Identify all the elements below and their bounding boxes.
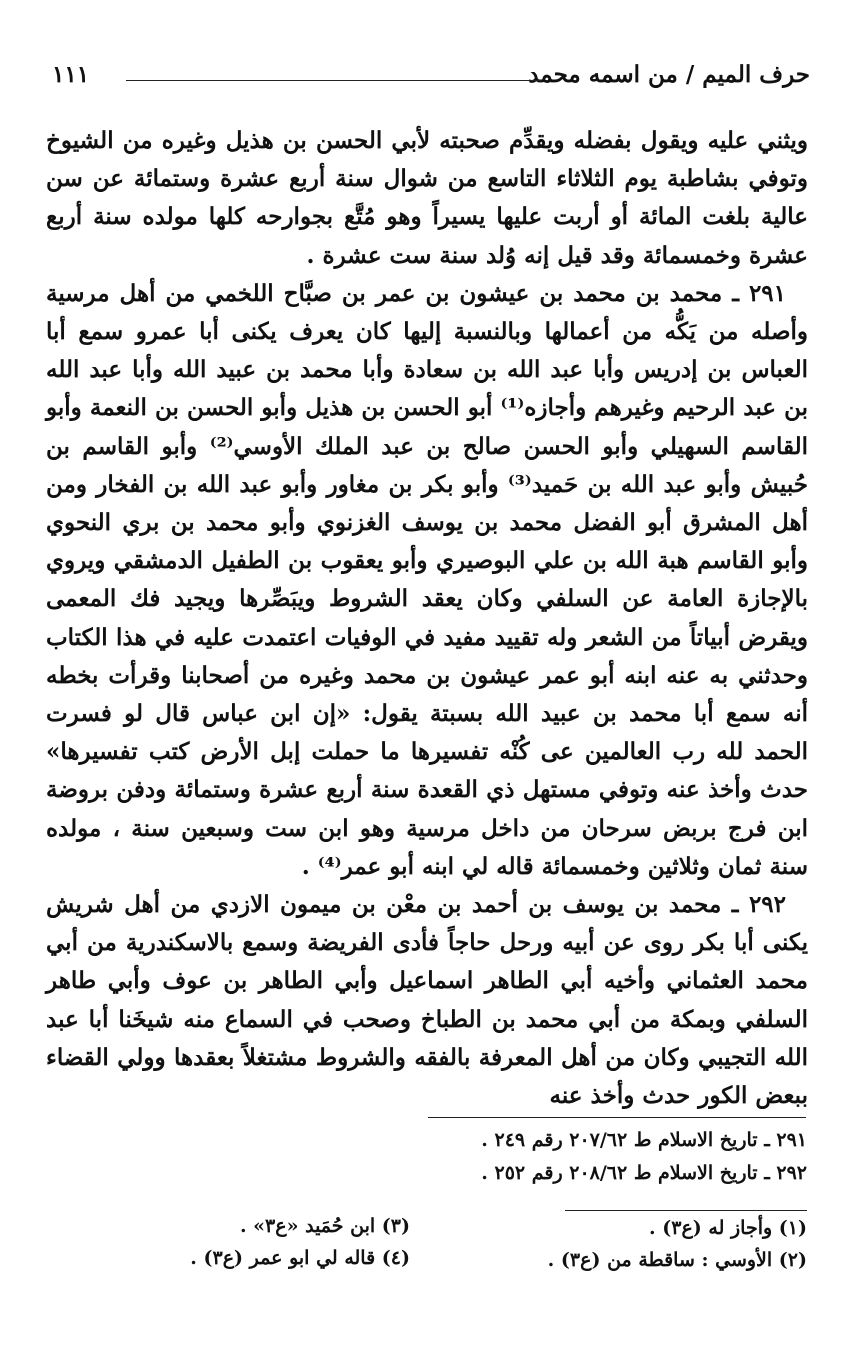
entry-291: ٢٩١ ـ محمد بن محمد بن عيشون بن عمر بن صبَّاح اللخمي من أهل مرسية وأصله من يَكُّه من أعمالها وبالنسبة إليها كان يعرف يكنى أبا عمرو سمع أبا العباس بن إدريس وأبا عبد الله بن سعادة وأبا محمد بن عبيد الله وأبا عبد الله بن عبد الرحيم وغيرهم وأجازه⁽¹⁾ أبو الحسن بن هذيل وأبو الحسن بن النعمة وأبو القاسم السهيلي وأبو الحسن صالح بن عبد الملك الأوسي⁽²⁾ وأبو القاسم بن حُبيش وأبو عبد الله بن حَميد⁽³⁾ وأبو بكر بن مغاور وأبو عبد الله بن الفخار ومن أهل المشرق أبو الفضل محمد بن يوسف الغزنوي وأبو محمد بن بري النحوي وأبو القاسم هبة الله بن علي البوصيري وأبو يعقوب بن الطفيل الدمشقي ويروي بالإجازة العامة عن السلفي وكان يعقد الشروط ويبَصِّرها ويجيد فك المعمى ويقرض أبياتاً من الشعر وله تقييد مفيد في الوفيات اعتمدت عليه في هذا الكتاب وحدثني به عنه ابنه أبو عمر عيشون بن محمد وغيره من أصحابنا وقرأت بخطه أنه سمع أبا محمد بن عبيد الله بسبتة يقول: «إن ابن عباس قال لو فسرت الحمد لله رب العالمين عى كُنْه تفسيرها ما حملت إبل الأرض كتب تفسيرها» حدث وأخذ عنه وتوفي مستهل ذي القعدة سنة أربع عشرة وستمائة ودفن بروضة ابن فرج بربض سرحان من داخل مرسية وهو ابن ست وسبعين سنة ، مولده سنة ثمان وثلاثين وخمسمائة قاله لي ابنه أبو عمر⁽⁴⁾ . (46, 279, 809, 880)
paragraph-continuation: ويثني عليه ويقول بفضله ويقدِّم صحبته لأبي الحسن بن هذيل وغيره من الشيوخ وتوفي بشاطبة يوم الثلاثاء التاسع من شوال سنة أربع عشرة وستمائة عن سن عالية بلغت المائة أو أربت عليها يسيراً وهو مُتَّع بجوارحه كلها مولده سنة أربع عشرة وخمسمائة وقد قيل إنه وُلد سنة ست عشرة . (46, 127, 808, 269)
footnotes-column-left (170, 1210, 410, 1274)
source-notes (387, 1124, 807, 1190)
footnotes-column-right (507, 1212, 807, 1276)
page-header (40, 58, 810, 94)
main-text (46, 122, 808, 1115)
source-note-291: ٢٩١ ـ تاريخ الاسلام ط ٢٠٧/٦٢ رقم ٢٤٩ . (481, 1129, 807, 1151)
footnote-2: (٢) الأوسي : ساقطة من (ع٣) . (547, 1249, 807, 1271)
footnote-short-divider (565, 1210, 807, 1211)
entry-292: ٢٩٢ ـ محمد بن يوسف بن أحمد بن معْن بن ميمون الازدي من أهل شريش يكنى أبا بكر روى عن أبيه ورحل حاجاً فأدى الفريضة وسمع بالاسكندرية من أبي محمد العثماني وأخيه أبي الطاهر اسماعيل وأبي الطاهر بن عوف وأبي طاهر السلفي وبمكة من أبي محمد بن الطباخ وصحب في السماع منه شيخَنا أبا عبد الله التجيبي وكان من أهل المعرفة بالفقه والشروط مشتغلاً بعقدها وولي القضاء ببعض الكور حدث وأخذ عنه (46, 891, 808, 1110)
footnote-divider (428, 1117, 806, 1118)
running-head: حرف الميم / من اسمه محمد (528, 61, 810, 88)
source-note-292: ٢٩٢ ـ تاريخ الاسلام ط ٢٠٨/٦٢ رقم ٢٥٢ . (481, 1162, 807, 1184)
footnote-4: (٤) قاله لي ابو عمر (ع٣) . (190, 1247, 410, 1269)
page-number: ١١١ (52, 61, 90, 88)
footnote-3: (٣) ابن حُمَيد «ع٣» . (239, 1215, 410, 1237)
header-rule (126, 80, 542, 81)
footnote-1: (١) وأجاز له (ع٣) . (649, 1217, 807, 1239)
